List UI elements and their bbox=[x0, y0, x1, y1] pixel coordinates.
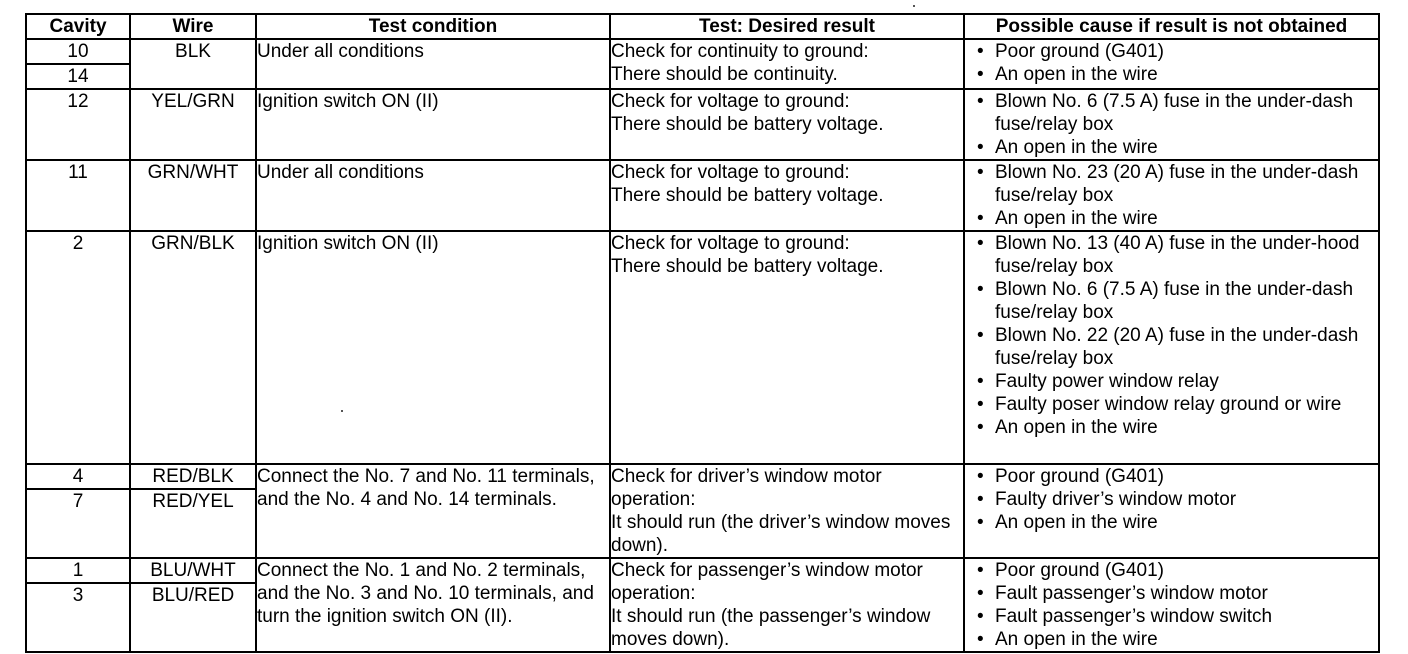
header-test-condition: Test condition bbox=[256, 14, 610, 39]
cause-item: • Blown No. 6 (7.5 A) fuse in the under-dash fuse/relay box bbox=[975, 90, 1378, 136]
cavity-number: 10 bbox=[27, 40, 129, 65]
desired-result: Check for continuity to ground: There should be continuity. bbox=[610, 39, 964, 89]
wire-cell bbox=[130, 464, 256, 558]
cavity-number: 3 bbox=[72, 585, 84, 606]
header-wire: Wire bbox=[130, 14, 256, 39]
cause-item: • Blown No. 13 (40 A) fuse in the under-hood fuse/relay box bbox=[975, 232, 1378, 278]
cause-item: • Poor ground (G401) bbox=[975, 465, 1378, 488]
cause-item: • Blown No. 6 (7.5 A) fuse in the under-dash fuse/relay box bbox=[975, 278, 1378, 324]
possible-causes bbox=[964, 558, 1379, 652]
test-condition: Under all conditions bbox=[256, 160, 610, 231]
test-condition: Ignition switch ON (II) bbox=[256, 89, 610, 160]
header-cavity: Cavity bbox=[26, 14, 130, 39]
header-row bbox=[26, 14, 1379, 39]
test-condition: Connect the No. 7 and No. 11 terminals, and the No. 4 and No. 14 terminals. bbox=[256, 464, 610, 558]
cause-item: • An open in the wire bbox=[975, 136, 1378, 159]
test-condition: Under all conditions bbox=[256, 39, 610, 89]
wire-color: RED/BLK bbox=[131, 465, 255, 490]
cavity-number: 2 bbox=[26, 231, 130, 464]
cause-item: • Poor ground (G401) bbox=[975, 559, 1378, 582]
wire-color: GRN/BLK bbox=[130, 231, 256, 464]
cause-item: • An open in the wire bbox=[975, 628, 1378, 651]
possible-causes bbox=[964, 464, 1379, 558]
table-row bbox=[26, 464, 1379, 558]
desired-result: Check for passenger’s window motor operation: It should run (the passenger’s window moves down). bbox=[610, 558, 964, 652]
cause-item: • Blown No. 23 (20 A) fuse in the under-dash fuse/relay box bbox=[975, 161, 1378, 207]
test-condition: Connect the No. 1 and No. 2 terminals, and the No. 3 and No. 10 terminals, and turn the ignition switch ON (II). bbox=[256, 558, 610, 652]
cause-item: • Faulty power window relay bbox=[975, 370, 1378, 393]
scan-speck bbox=[341, 410, 343, 412]
cause-item: • Faulty driver’s window motor bbox=[975, 488, 1378, 511]
table-row bbox=[26, 160, 1379, 231]
header-desired-result: Test: Desired result bbox=[610, 14, 964, 39]
desired-result: Check for voltage to ground: There should be battery voltage. bbox=[610, 231, 964, 464]
cause-item: • An open in the wire bbox=[975, 416, 1378, 439]
wire-color: BLU/WHT bbox=[131, 559, 255, 584]
wire-color: RED/YEL bbox=[152, 491, 234, 512]
cause-item: • An open in the wire bbox=[975, 63, 1378, 86]
possible-causes bbox=[964, 89, 1379, 160]
test-condition: Ignition switch ON (II) bbox=[256, 231, 610, 464]
cavity-number: 11 bbox=[26, 160, 130, 231]
cause-item: • An open in the wire bbox=[975, 511, 1378, 534]
cause-item: • Fault passenger’s window motor bbox=[975, 582, 1378, 605]
wire-cell bbox=[130, 558, 256, 652]
desired-result: Check for voltage to ground: There should be battery voltage. bbox=[610, 89, 964, 160]
cause-item: • Blown No. 22 (20 A) fuse in the under-dash fuse/relay box bbox=[975, 324, 1378, 370]
cavity-number: 4 bbox=[27, 465, 129, 490]
diagnostic-table bbox=[25, 13, 1380, 653]
possible-causes bbox=[964, 39, 1379, 89]
cause-item: • Fault passenger’s window switch bbox=[975, 605, 1378, 628]
table-row bbox=[26, 89, 1379, 160]
scan-speck bbox=[913, 5, 915, 7]
desired-result: Check for voltage to ground: There should be battery voltage. bbox=[610, 160, 964, 231]
cavity-number: 1 bbox=[27, 559, 129, 584]
table-row bbox=[26, 558, 1379, 652]
possible-causes bbox=[964, 231, 1379, 464]
cavity-cell bbox=[26, 558, 130, 652]
table-row bbox=[26, 39, 1379, 89]
cavity-cell bbox=[26, 39, 130, 89]
cavity-number: 14 bbox=[67, 66, 89, 87]
desired-result: Check for driver’s window motor operation: It should run (the driver’s window moves down). bbox=[610, 464, 964, 558]
possible-causes bbox=[964, 160, 1379, 231]
cavity-cell bbox=[26, 464, 130, 558]
cavity-number: 7 bbox=[72, 491, 84, 512]
wire-color: BLK bbox=[130, 39, 256, 89]
wire-color: BLU/RED bbox=[151, 585, 235, 606]
cavity-number: 12 bbox=[26, 89, 130, 160]
cause-item: • Faulty poser window relay ground or wire bbox=[975, 393, 1378, 416]
wire-color: GRN/WHT bbox=[130, 160, 256, 231]
table-row bbox=[26, 231, 1379, 464]
cause-item: • Poor ground (G401) bbox=[975, 40, 1378, 63]
header-possible-cause: Possible cause if result is not obtained bbox=[964, 14, 1379, 39]
cause-item: • An open in the wire bbox=[975, 207, 1378, 230]
wire-color: YEL/GRN bbox=[130, 89, 256, 160]
